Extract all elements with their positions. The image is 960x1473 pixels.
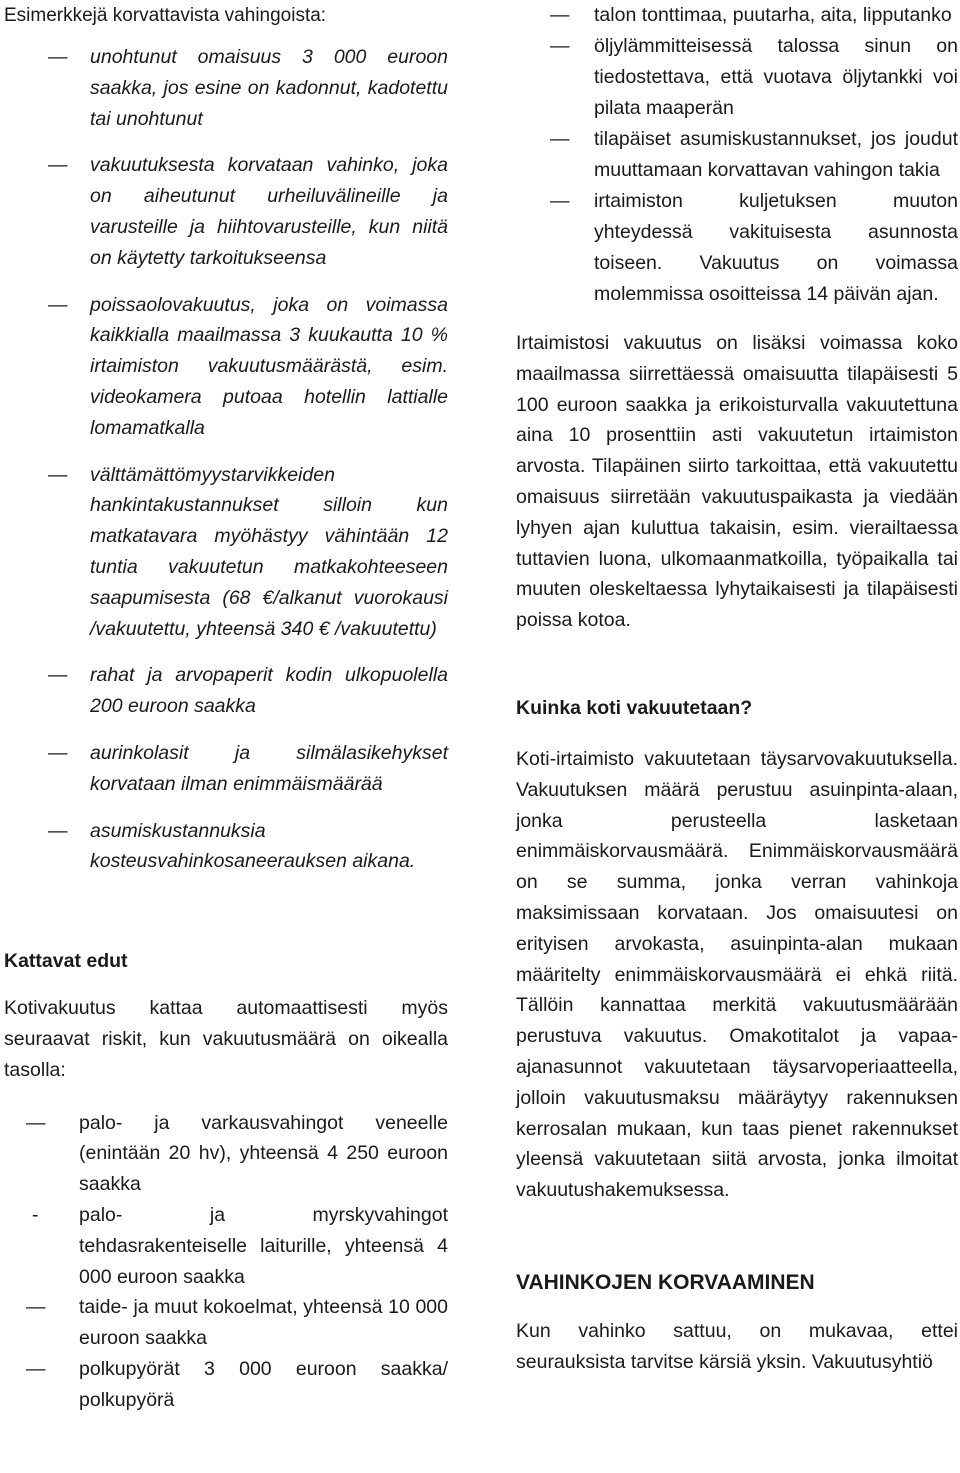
list-item: — rahat ja arvopaperit kodin ulkopuolella 200 euroon saakka xyxy=(4,660,448,722)
section-body: Kotivakuutus kattaa automaattisesti myös seuraavat riskit, kun vakuutusmäärä on oikealla tasolla: xyxy=(4,997,448,1081)
examples-list xyxy=(4,42,448,877)
risks-list xyxy=(4,1108,448,1416)
list-item: — taide- ja muut kokoelmat, yhteensä 10 000 euroon saakka xyxy=(4,1292,448,1354)
list-item: — poissaolovakuutus, joka on voimassa kaikkialla maailmassa 3 kuukautta 10 % irtaimiston vakuutusmäärästä, esim. videokamera putoaa hotellin lattialle lomamatkalla xyxy=(4,290,448,444)
list-item: — välttämättömyystarvikkeiden hankintakustannukset silloin kun matkatavara myöhästyy vähintään 12 tuntia vakuutetun matkakohteeseen saapumisesta (68 €/alkanut vuorokausi /vakuutettu, yhteensä 340 € /vakuutettu) xyxy=(4,460,448,645)
list-item: - palo- ja myrskyvahingot tehdasrakenteiselle laiturille, yhteensä 4 000 euroon saakka xyxy=(4,1200,448,1292)
paragraph-how-insured: Koti-irtaimisto vakuutetaan täysarvovakuutuksella. Vakuutuksen määrä perustuu asuinpinta-alaan, jonka perusteella lasketaan enimmäiskorvausmäärä. Enimmäiskorvausmäärä on se summa, jonka verran vahinkoja maksimissaan korvataan. Jos omaisuutesi on erityisen arvokasta, asuinpinta-alan mukaan määritelty enimmäiskorvausmäärä ei ehkä riitä. Tällöin kannattaa merkitä vakuutusmäärään perustuva vakuutus. Omakotitalot ja vapaa-ajanasunnot vakuutetaan täysarvoperiaatteella, jolloin vakuutusmaksu määräytyy rakennuksen kerrosalan mukaan, kun taas pienet rakennukset yleensä vakuutetaan siitä arvosta, jonka ilmoitat vakuutushakemuksessa. xyxy=(516,747,958,1202)
left-column xyxy=(4,0,448,1415)
risks-list-continued xyxy=(516,0,958,310)
list-item: — tilapäiset asumiskustannukset, jos joudut muuttamaan korvattavan vahingon takia xyxy=(516,124,958,186)
list-item: — talon tonttimaa, puutarha, aita, lipputanko xyxy=(516,0,958,31)
list-item: — polkupyörät 3 000 euroon saakka/ polkupyörä xyxy=(4,1354,448,1416)
paragraph-transfer: Irtaimistosi vakuutus on lisäksi voimassa koko maailmassa siirrettäessä omaisuutta tilapäisesti 5 100 euroon saakka ja erikoisturvalla vakuutettuna aina 10 prosenttiin asti vakuutetun irtaimiston arvosta. Tilapäinen siirto tarkoittaa, että vakuutettu omaisuus siirretään vakuutuspaikasta ja viedään lyhyen ajan kuluttua takaisin, esim. vierailtaessa tuttavien luona, ulkomaanmatkoilla, työpaikalla tai muuten oleskeltaessa lyhytaikaisesti ja tilapäisesti poissa kotoa. xyxy=(516,332,958,632)
list-item: — aurinkolasit ja silmälasikehykset korvataan ilman enimmäismäärää xyxy=(4,738,448,800)
list-item: — öljylämmitteisessä talossa sinun on tiedostettava, että vuotava öljytankki voi pilata maaperän xyxy=(516,31,958,124)
section-heading-claims: VAHINKOJEN KORVAAMINEN xyxy=(516,1270,815,1294)
section-heading-kattavat-edut: Kattavat edut xyxy=(4,950,128,973)
paragraph-claims: Kun vahinko sattuu, on mukavaa, ettei seurauksista tarvitse kärsiä yksin. Vakuutusyhtiö xyxy=(516,1319,958,1373)
list-item: — asumiskustannuksia kosteusvahinkosaneerauksen aikana. xyxy=(4,816,448,878)
list-item: — palo- ja varkausvahingot veneelle (enintään 20 hv), yhteensä 4 250 euroon saakka xyxy=(4,1108,448,1200)
list-item: — irtaimiston kuljetuksen muuton yhteydessä vakituisesta asunnosta toiseen. Vakuutus on voimassa molemmissa osoitteissa 14 päivän ajan. xyxy=(516,186,958,310)
section-heading-how-insured: Kuinka koti vakuutetaan? xyxy=(516,696,753,719)
list-item: — vakuutuksesta korvataan vahinko, joka on aiheutunut urheiluvälineille ja varusteille ja hiihtovarusteille, kun niitä on käytetty tarkoitukseensa xyxy=(4,150,448,273)
list-item: — unohtunut omaisuus 3 000 euroon saakka, jos esine on kadonnut, kadotettu tai unohtunut xyxy=(4,42,448,134)
examples-intro: Esimerkkejä korvattavista vahingoista: xyxy=(4,5,327,26)
right-column xyxy=(516,0,958,1378)
